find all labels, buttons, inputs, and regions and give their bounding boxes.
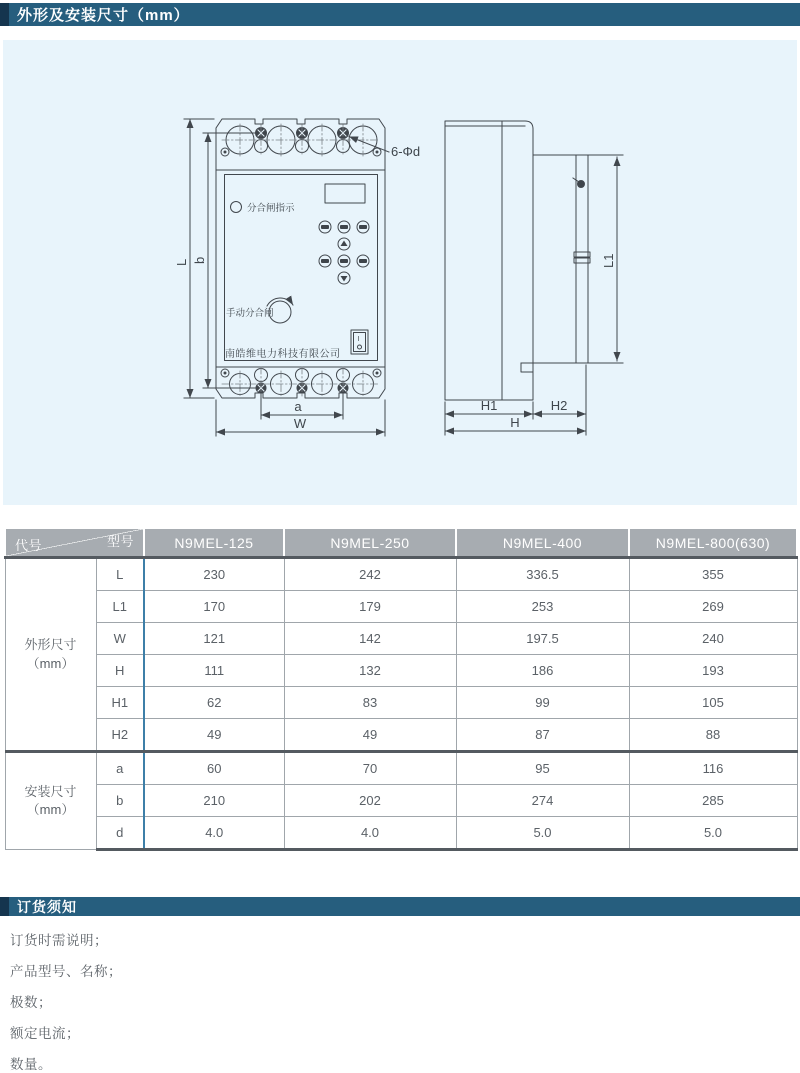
cell-value: 186	[456, 655, 629, 687]
table-row	[5, 558, 797, 591]
dim-label-a: a	[294, 399, 302, 414]
cell-value: 285	[629, 785, 797, 817]
ordering-note-line: 极数；	[10, 995, 52, 1010]
indicator-label: 分合闸指示	[247, 203, 295, 214]
cell-value: 142	[284, 623, 456, 655]
table-row	[5, 719, 797, 752]
row-code: L1	[96, 591, 144, 623]
switch-top-label: I	[357, 336, 360, 343]
cell-value: 62	[144, 687, 284, 719]
col-header-model-2: N9MEL-400	[456, 528, 629, 558]
row-code: H2	[96, 719, 144, 752]
table-row	[5, 655, 797, 687]
cell-value: 253	[456, 591, 629, 623]
ordering-note-line: 数量。	[10, 1057, 52, 1072]
cell-value: 210	[144, 785, 284, 817]
table-corner-cell	[5, 528, 144, 558]
ordering-note-line: 额定电流；	[10, 1026, 80, 1041]
brand-label: 南皓维电力科技有限公司	[225, 349, 341, 360]
cell-value: 240	[629, 623, 797, 655]
table-row	[5, 687, 797, 719]
rotate-arrow-icon	[267, 298, 293, 306]
cell-value: 70	[284, 752, 456, 785]
dim-label-b: b	[192, 256, 207, 264]
cell-value: 60	[144, 752, 284, 785]
keypad-buttons	[319, 221, 369, 284]
cell-value: 88	[629, 719, 797, 752]
section-title-ordering: 订货须知	[17, 898, 77, 915]
cell-value: 5.0	[629, 817, 797, 850]
dim-label-H2: H2	[550, 398, 568, 413]
cell-value: 99	[456, 687, 629, 719]
row-code: W	[96, 623, 144, 655]
cell-value: 230	[144, 558, 284, 591]
front-view	[184, 119, 389, 436]
col-header-model-3: N9MEL-800(630)	[629, 528, 797, 558]
cell-value: 242	[284, 558, 456, 591]
ordering-note-line: 订货时需说明；	[10, 933, 108, 948]
cell-value: 170	[144, 591, 284, 623]
cell-value: 179	[284, 591, 456, 623]
down-arrow-icon	[341, 276, 348, 282]
cell-value: 355	[629, 558, 797, 591]
outline-drawing-panel	[3, 40, 797, 505]
section-header-ordering	[0, 897, 800, 916]
ordering-note-line: 产品型号、名称；	[10, 964, 122, 979]
row-code: d	[96, 817, 144, 850]
side-view	[445, 121, 623, 435]
row-code: H1	[96, 687, 144, 719]
cell-value: 105	[629, 687, 797, 719]
cell-value: 116	[629, 752, 797, 785]
section-title-dimensions: 外形及安装尺寸（mm）	[17, 7, 190, 24]
cell-value: 4.0	[144, 817, 284, 850]
dim-label-W: W	[293, 416, 307, 431]
dim-label-H1: H1	[480, 398, 498, 413]
header-accent-block	[0, 897, 9, 916]
cell-value: 202	[284, 785, 456, 817]
row-code: H	[96, 655, 144, 687]
up-arrow-icon	[341, 241, 348, 247]
table-row	[5, 591, 797, 623]
dim-label-H: H	[510, 415, 520, 430]
cell-value: 87	[456, 719, 629, 752]
cell-value: 95	[456, 752, 629, 785]
cell-value: 83	[284, 687, 456, 719]
manual-handle-label: 手动分合闸	[226, 308, 274, 319]
header-accent-block	[0, 3, 9, 26]
dimensions-table	[4, 527, 798, 851]
outline-drawing	[3, 40, 800, 505]
table-row	[5, 752, 797, 785]
group-label-outline: 外形尺寸 （mm）	[5, 558, 96, 752]
cell-value: 336.5	[456, 558, 629, 591]
rocker-switch	[351, 330, 368, 354]
col-header-model-1: N9MEL-250	[284, 528, 456, 558]
table-header-row	[5, 528, 797, 558]
cell-value: 274	[456, 785, 629, 817]
dim-label-L1: L1	[601, 253, 616, 268]
cell-value: 121	[144, 623, 284, 655]
cell-value: 111	[144, 655, 284, 687]
ordering-notes	[10, 929, 800, 1073]
cell-value: 49	[144, 719, 284, 752]
group-label-mounting: 安装尺寸 （mm）	[5, 752, 96, 850]
cell-value: 132	[284, 655, 456, 687]
col-header-model-0: N9MEL-125	[144, 528, 284, 558]
row-code: b	[96, 785, 144, 817]
table-row	[5, 817, 797, 850]
row-code: L	[96, 558, 144, 591]
cell-value: 49	[284, 719, 456, 752]
cell-value: 5.0	[456, 817, 629, 850]
dim-label-L: L	[174, 258, 189, 266]
corner-label-code: 代号	[15, 538, 43, 553]
cell-value: 4.0	[284, 817, 456, 850]
table-row	[5, 623, 797, 655]
section-header-dimensions	[0, 3, 800, 26]
corner-label-model: 型号	[106, 534, 134, 549]
row-code: a	[96, 752, 144, 785]
cell-value: 269	[629, 591, 797, 623]
dim-label-holes: 6-Φd	[391, 144, 421, 159]
table-row	[5, 785, 797, 817]
cell-value: 197.5	[456, 623, 629, 655]
cell-value: 193	[629, 655, 797, 687]
